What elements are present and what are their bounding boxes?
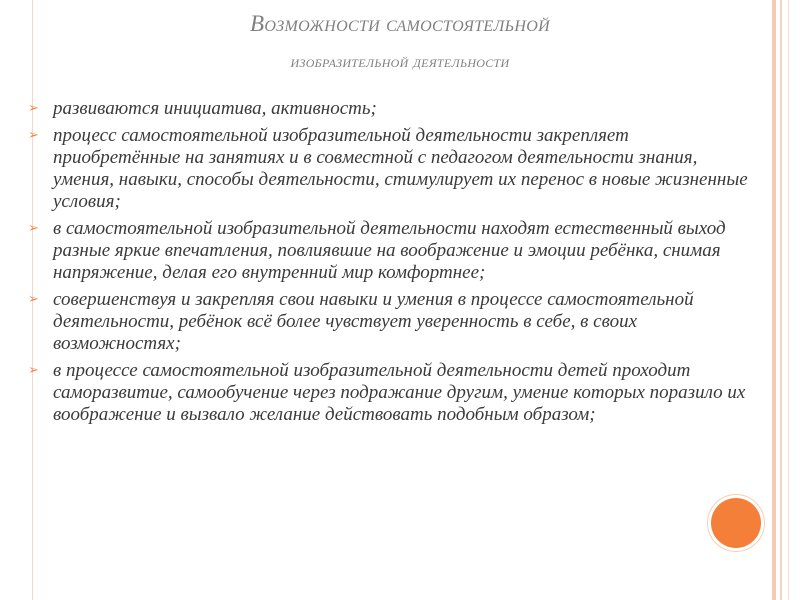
slide-title xyxy=(120,8,680,74)
bullet-item xyxy=(28,289,748,355)
bullet-text: совершенствуя и закрепляя свои навыки и умения в процессе самостоятельной деятельности, ребёнок всё более чувствует уверенность в себе, в своих возможностях; xyxy=(53,289,694,354)
bullet-item xyxy=(28,125,748,213)
right-decor-stripe xyxy=(788,0,789,600)
bullet-text: в самостоятельной изобразительной деятельности находят естественный выход разные яркие впечатления, повлиявшие на воображение и эмоции ребёнка, снимая напряжение, делая его внутренний мир комфортнее; xyxy=(53,218,726,283)
arrow-bullet-icon: ➢ xyxy=(28,292,39,307)
slide-title-line-2: изобразительной деятельности xyxy=(290,52,510,72)
bullet-item xyxy=(28,360,748,426)
bullet-list xyxy=(28,98,748,431)
arrow-bullet-icon: ➢ xyxy=(28,363,39,378)
orange-circle-decoration xyxy=(711,498,761,548)
right-decor-stripe xyxy=(772,0,776,600)
bullet-text: развиваются инициатива, активность; xyxy=(53,98,377,119)
arrow-bullet-icon: ➢ xyxy=(28,221,39,236)
bullet-text: процесс самостоятельной изобразительной деятельности закрепляет приобретённые на занятиях и в совместной с педагогом деятельности знания, умения, навыки, способы деятельности, стимулирует их перенос в новые жизненные условия; xyxy=(53,125,748,212)
bullet-item xyxy=(28,218,748,284)
bullet-text: в процессе самостоятельной изобразительной деятельности детей проходит саморазвитие, самообучение через подражание другим, умение которых поразило их воображение и вызвало желание действовать подобным образом; xyxy=(53,360,746,425)
arrow-bullet-icon: ➢ xyxy=(28,128,39,143)
slide-title-line-1: Возможности самостоятельной xyxy=(250,11,550,36)
bullet-item xyxy=(28,98,748,120)
right-decor-stripe xyxy=(780,0,782,600)
arrow-bullet-icon: ➢ xyxy=(28,101,39,116)
